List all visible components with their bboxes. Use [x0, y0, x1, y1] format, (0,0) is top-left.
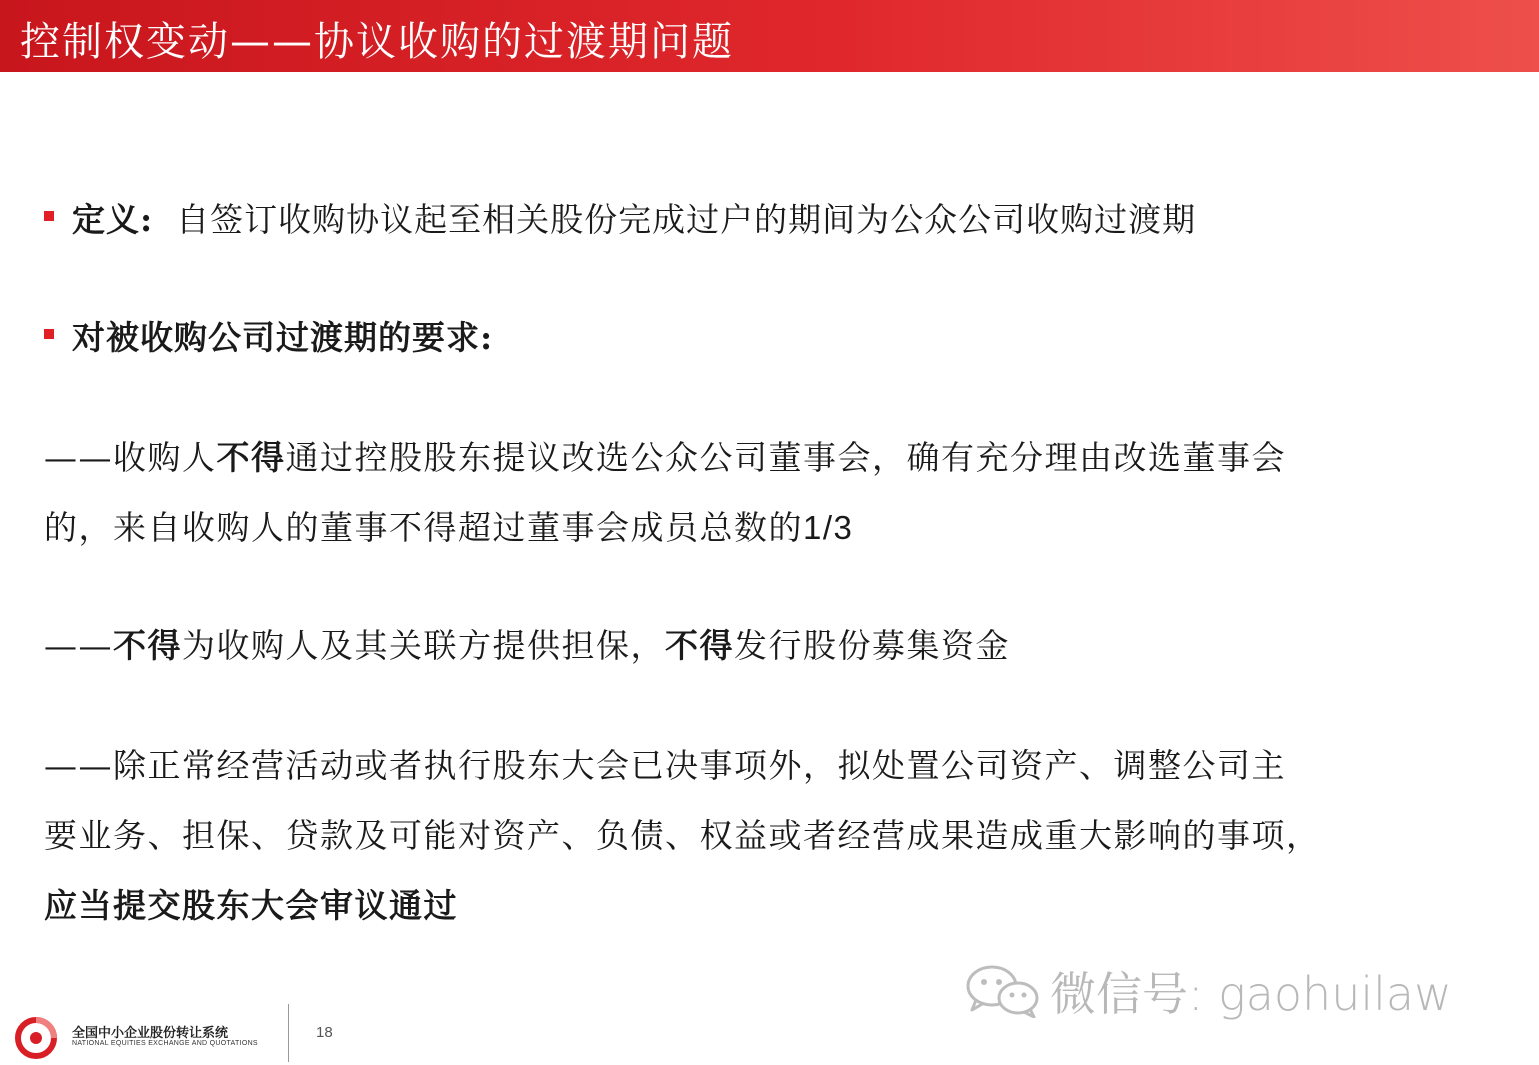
requirement-2-emphasis-1: 不得 [113, 626, 182, 665]
requirement-1-line-1 [44, 432, 1286, 479]
requirement-1-fraction: 1/3 [803, 509, 854, 546]
requirement-1-emphasis: 不得 [216, 438, 286, 477]
page-number: 18 [316, 1024, 333, 1041]
requirements-bullet [44, 312, 493, 359]
requirement-3-line-1: ——除正常经营活动或者执行股东大会已决事项外，拟处置公司资产、调整公司主 [44, 746, 1286, 785]
requirement-3-line-2: 要业务、担保、贷款及可能对资产、负债、权益或者经营成果造成重大影响的事项， [44, 816, 1321, 855]
slide-title: 控制权变动——协议收购的过渡期问题 [20, 19, 734, 65]
footer-divider [288, 1004, 289, 1062]
requirement-2-emphasis-2: 不得 [665, 626, 734, 665]
logo-chinese-name: 全国中小企业股份转让系统 [72, 1026, 229, 1041]
requirement-1-text: 通过控股股东提议改选公众公司董事会，确有充分理由改选董事会 [285, 438, 1286, 477]
requirement-2-text-2: 发行股份募集资金 [734, 626, 1010, 665]
wechat-watermark [962, 958, 1522, 1020]
requirement-1-line-2 [44, 502, 853, 549]
requirement-2-text-1: 为收购人及其关联方提供担保， [182, 626, 665, 665]
requirements-heading: 对被收购公司过渡期的要求: [72, 318, 494, 357]
requirement-2 [44, 620, 1010, 667]
wechat-icon [962, 962, 1042, 1018]
bullet-square-icon [44, 329, 54, 339]
neeq-logo-icon [14, 1016, 58, 1060]
definition-label: 定义: [72, 200, 154, 239]
requirement-1-prefix: ——收购人 [44, 438, 217, 477]
bullet-square-icon [44, 211, 54, 221]
logo-english-name: NATIONAL EQUITIES EXCHANGE AND QUOTATIONS [72, 1040, 258, 1047]
neeq-logo [10, 1012, 290, 1062]
definition-bullet [44, 194, 1196, 241]
wechat-id-text: 微信号: gaohuilaw [1050, 967, 1452, 1021]
definition-text: 自签订收购协议起至相关股份完成过户的期间为公众公司收购过渡期 [176, 200, 1197, 239]
title-bar [0, 0, 1539, 72]
requirement-2-prefix: —— [44, 626, 113, 665]
requirement-3-line-3: 应当提交股东大会审议通过 [44, 886, 458, 925]
requirement-1-continuation: 的，来自收购人的董事不得超过董事会成员总数的 [44, 508, 803, 547]
